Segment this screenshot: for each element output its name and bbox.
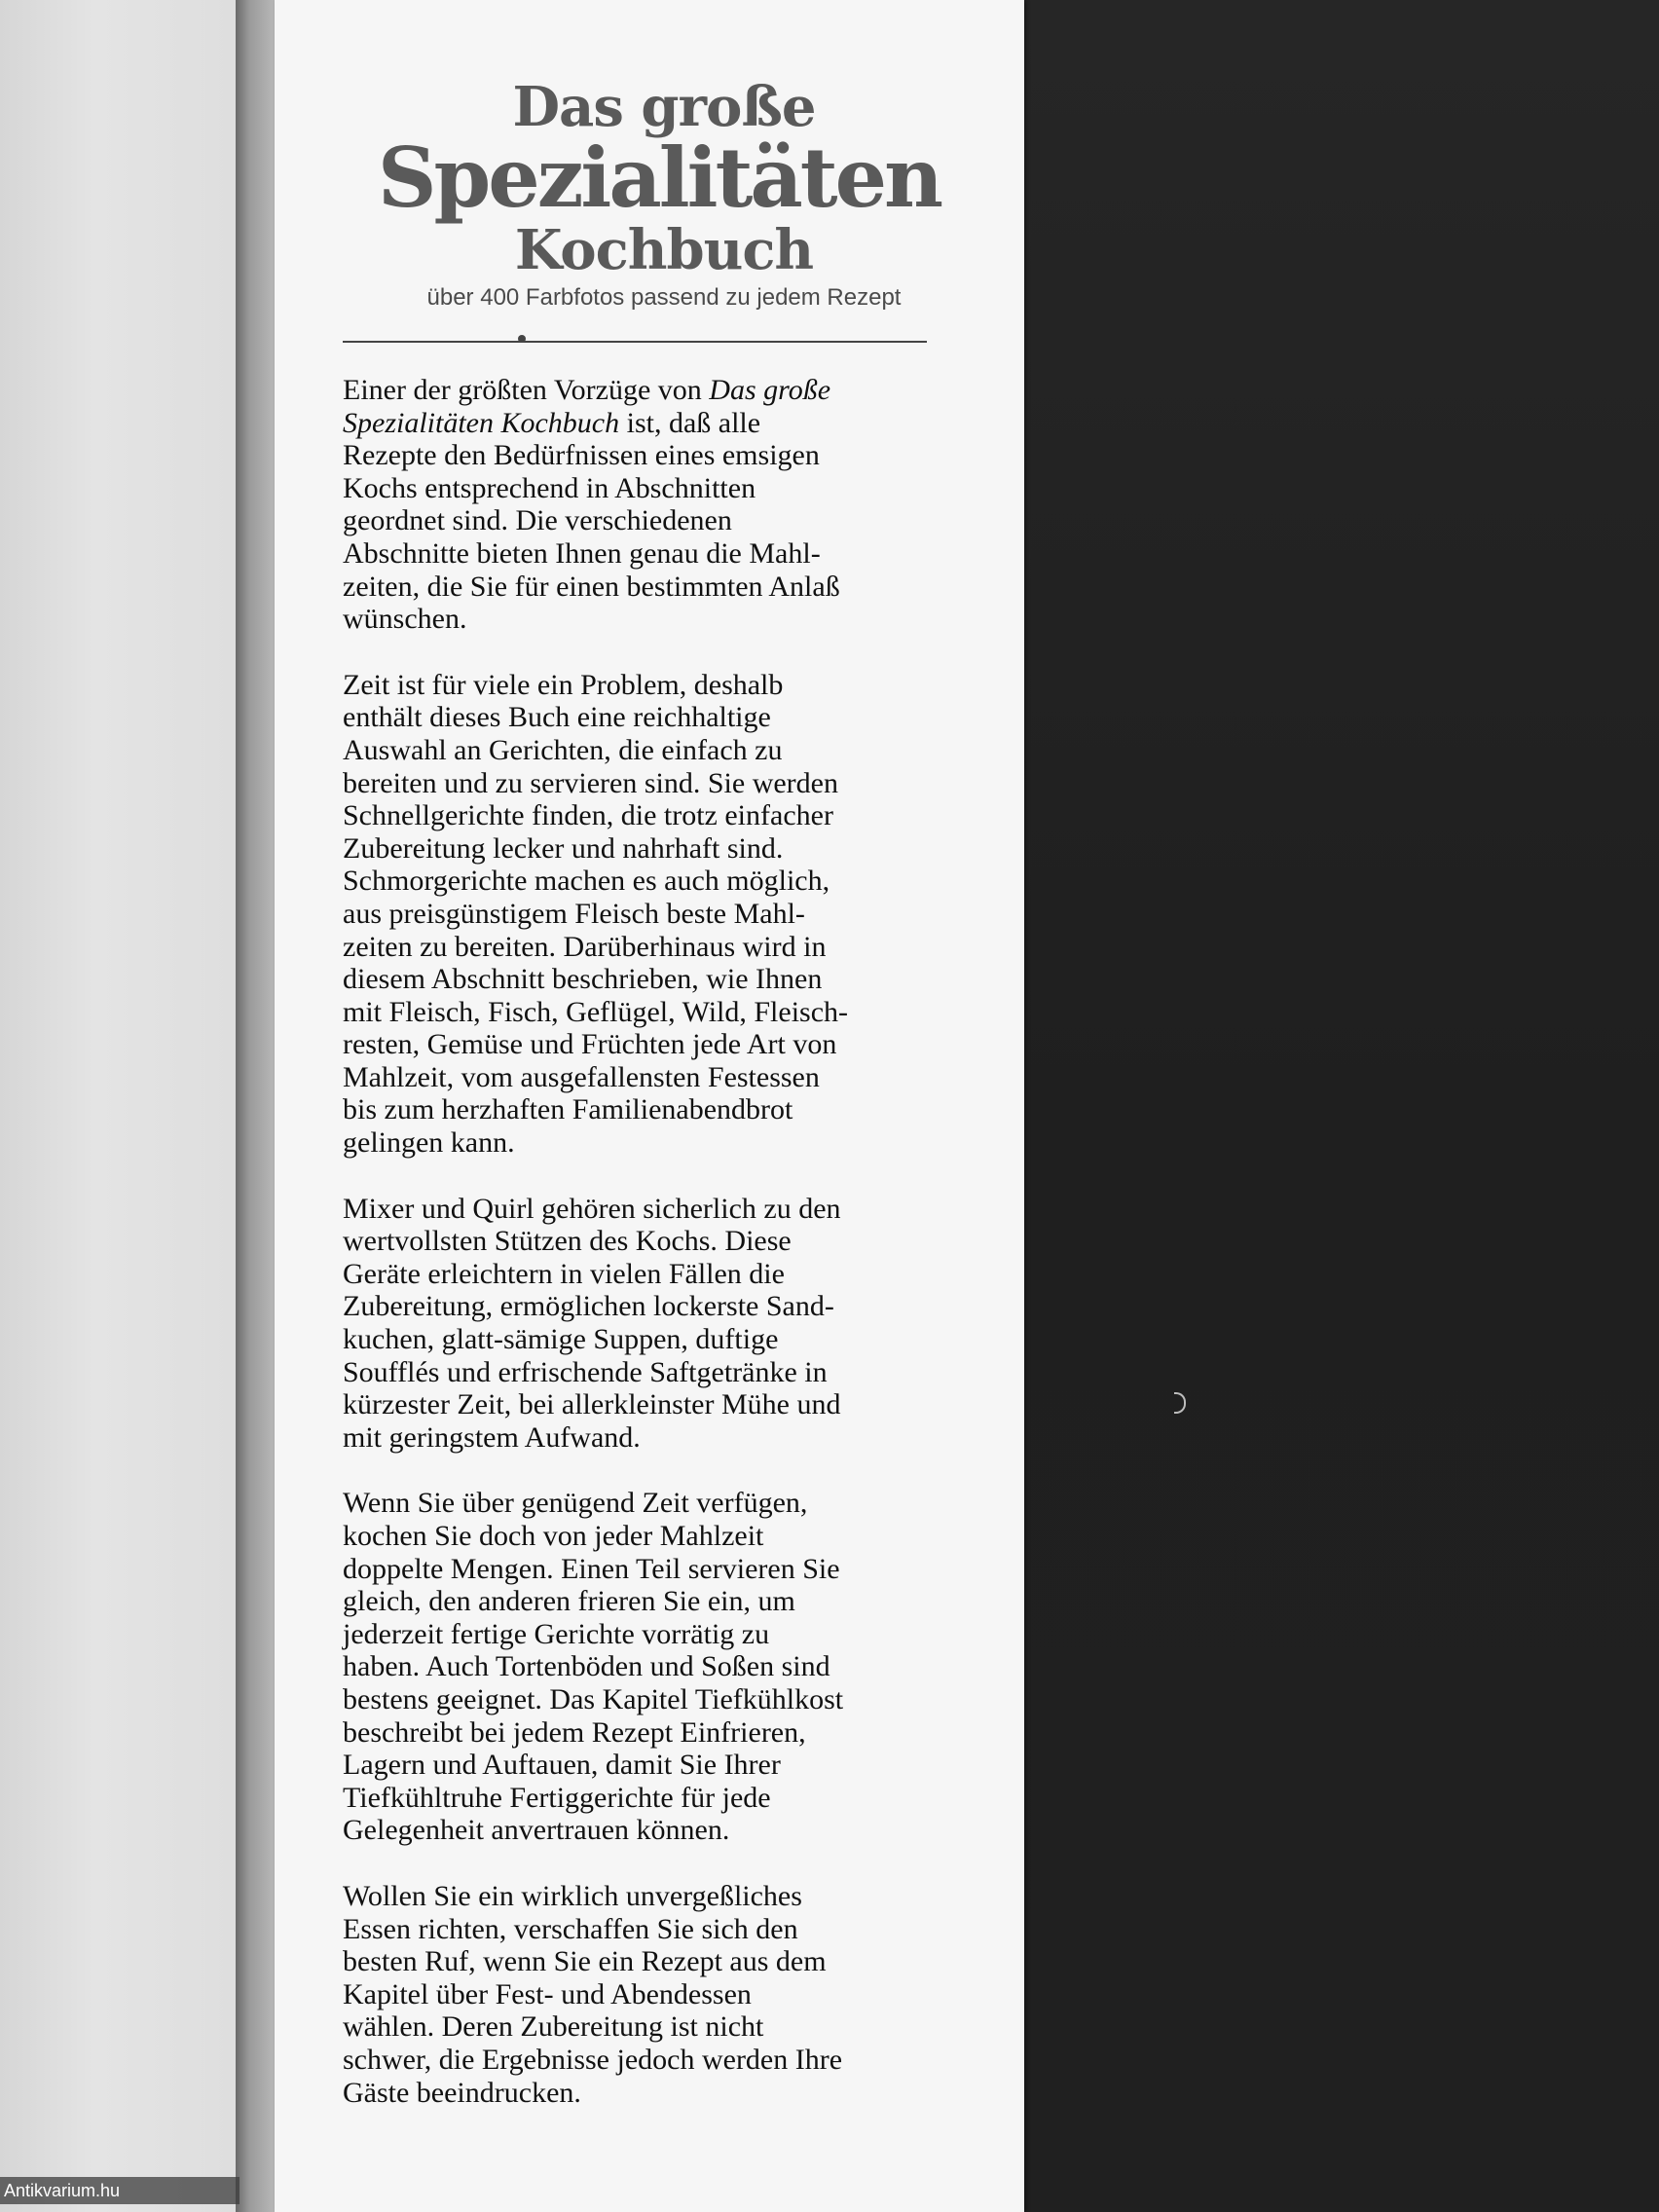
dark-book-cover <box>1024 0 1659 2212</box>
paragraph-5: Wollen Sie ein wirklich unvergeßliches Essen richten, verschaffen Sie sich den besten Ruf, wenn Sie ein Rezept aus dem Kapitel über Fest- und Abendessen wählen. Deren Zubereitung ist nicht schwer, die Ergebnisse jedoch werden Ihre Gäste beeindrucken. <box>343 1879 843 2109</box>
paragraph-1-intro: Einer der größten Vorzüge von <box>343 374 710 406</box>
table-surface <box>0 0 236 2212</box>
paragraph-4: Wenn Sie über genügend Zeit verfügen, kochen Sie doch von jeder Mahlzeit doppelte Mengen. Einen Teil servieren Sie gleich, den anderen frieren Sie ein, um jederzeit fertige Gerichte vorrätig zu haben. Auch Tortenböden und Soßen sind bestens geeignet. Das Kapitel Tiefkühlkost beschreibt bei jedem Rezept Einfrieren, Lagern und Auftauen, damit Sie Ihrer Tiefkühltruhe Fertiggerichte für jede Gelegenheit anvertrauen können. <box>343 1487 844 1847</box>
paragraph-1 <box>343 374 956 636</box>
paragraph-3: Mixer und Quirl gehören sicherlich zu den wertvollsten Stützen des Kochs. Diese Geräte erleichtern in vielen Fällen die Zubereitung, ermöglichen lockerste Sand- kuchen, glatt-sämige Suppen, duftige Soufflés und erfrischende Saftgetränke in kürzester Zeit, bei allerkleinster Mühe und mit geringstem Aufwand. <box>343 1192 841 1454</box>
dust-speck <box>1174 1392 1186 1414</box>
flap-body-text <box>343 374 956 2142</box>
book-subtitle: über 400 Farbfotos passend zu jedem Rezept <box>426 284 902 311</box>
paragraph-2: Zeit ist für viele ein Problem, deshalb enthält dieses Buch eine reichhaltige Auswahl an Gerichten, die einfach zu bereiten und zu servieren sind. Sie werden Schnellgerichte finden, die trotz einfacher Zubereitung lecker und nahrhaft sind. Schmorgerichte machen es auch möglich, aus preisgünstigem Fleisch beste Mahl- zeiten zu bereiten. Darüberhinaus wird in diesem Abschnitt beschrieben, wie Ihnen mit Fleisch, Fisch, Geflügel, Wild, Fleisch- resten, Gemüse und Früchten jede Art von Mahlzeit, vom ausgefallensten Festessen bis zum herzhaften Familienabendbrot gelingen kann. <box>343 668 849 1160</box>
divider-dot <box>518 335 526 343</box>
book-spine-edge <box>236 0 275 2212</box>
watermark: Antikvarium.hu <box>0 2177 240 2204</box>
book-title <box>333 75 995 282</box>
book-title-italic: Das große Spezialitäten Kochbuch <box>343 374 831 439</box>
title-line-3: Kochbuch <box>514 218 814 282</box>
paragraph-1-rest: ist, daß alle Rezepte den Bedürfnissen eines emsigen Kochs entsprechend in Abschnitten geordnet sind. Die verschiedenen Abschnitte bieten Ihnen genau die Mahl- zeiten, die Sie für einen bestimmten Anlaß wünschen. <box>343 406 840 636</box>
title-line-1: Das große <box>512 75 816 139</box>
title-line-2: Spezialitäten <box>377 129 941 226</box>
book-flap <box>275 0 1024 2212</box>
divider-rule <box>343 341 927 343</box>
